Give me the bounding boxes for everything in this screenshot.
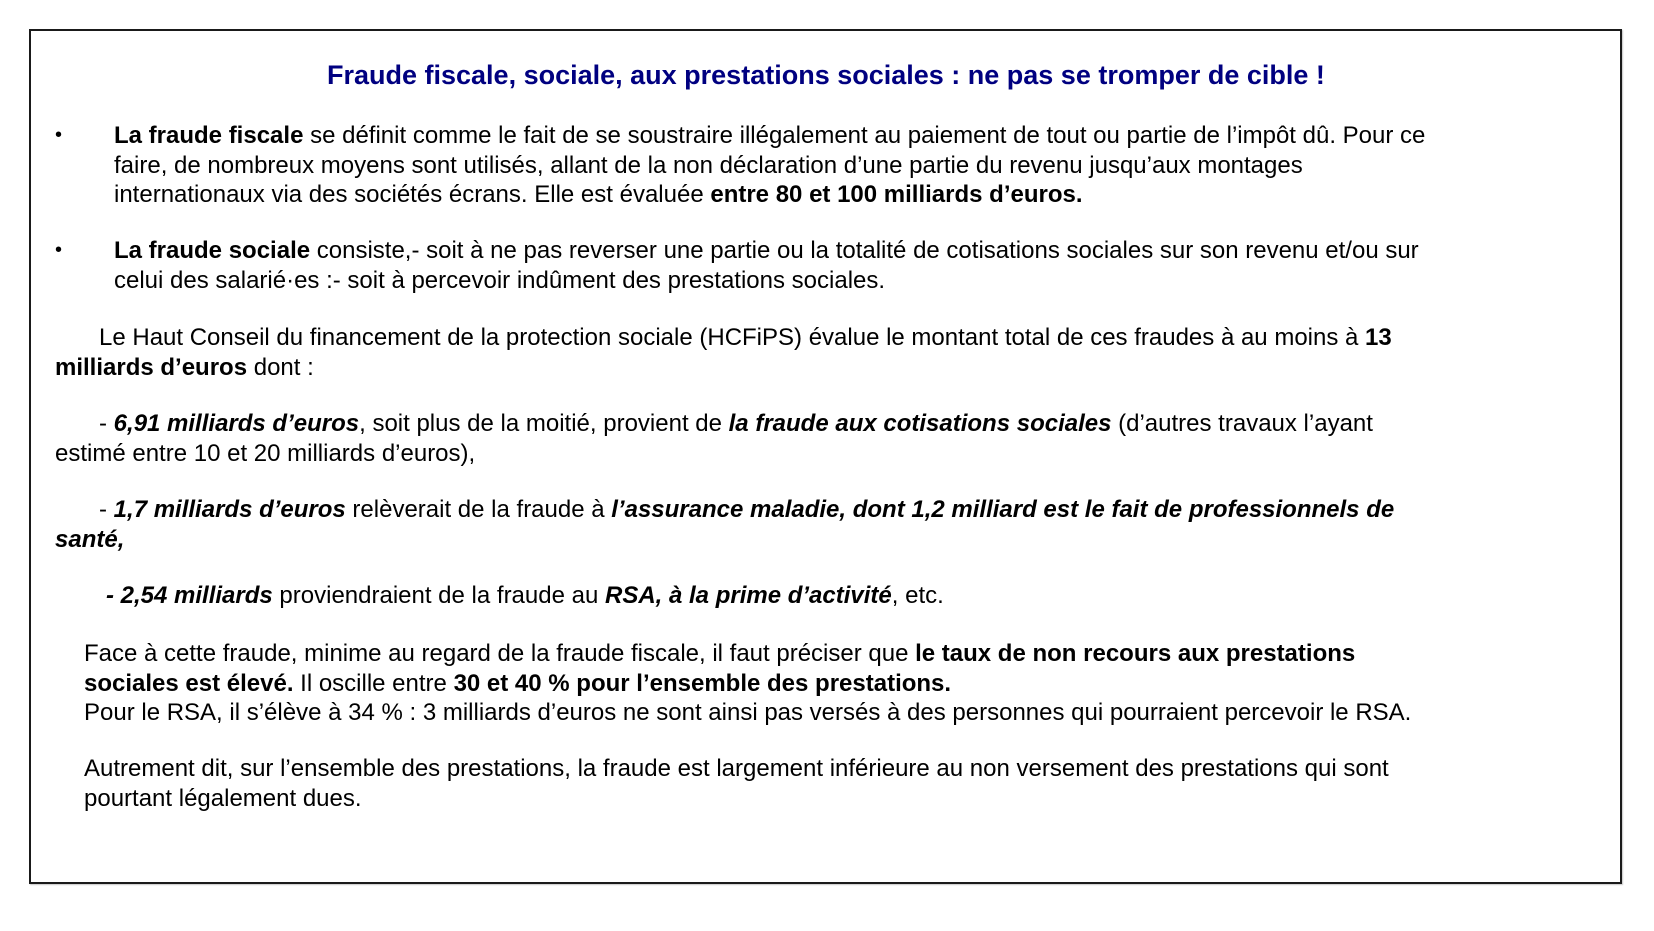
text-span: consiste,- soit à ne pas reverser une partie ou la totalité de cotisations sociales sur son revenu et/ou sur (310, 237, 1419, 264)
item-rsa (55, 581, 1600, 611)
text-span: dont : (247, 353, 314, 381)
text-span: internationaux via des sociétés écrans. Elle est évaluée (114, 181, 711, 208)
amount-rsa: - 2,54 milliards (106, 582, 273, 609)
text-line: pourtant légalement dues. (84, 784, 362, 812)
dash: - (99, 410, 114, 437)
text-line (55, 323, 1600, 353)
item-assurance-maladie (55, 495, 1600, 554)
text-line: faire, de nombreux moyens sont utilisés, allant de la non déclaration d’une partie du revenu jusqu’aux montages (114, 151, 1303, 179)
text-span: Le Haut Conseil du financement de la protection sociale (HCFiPS) évalue le montant total de ces fraudes à au moins à (99, 324, 1366, 351)
bullet-fraude-sociale-text (114, 236, 1614, 295)
bullet-fraude-fiscale-text (114, 121, 1614, 210)
slide-title: Fraude fiscale, sociale, aux prestations sociales : ne pas se tromper de cible ! (327, 60, 1325, 90)
bullet-icon: • (55, 124, 63, 146)
text-line: Pour le RSA, il s’élève à 34 % : 3 milliards d’euros ne sont ainsi pas versés à des personnes qui pourraient percevoir le RSA. (84, 699, 1412, 726)
text-line (55, 409, 1600, 439)
text-span: se définit comme le fait de se soustraire illégalement au paiement de tout ou partie de l’impôt dû. Pour ce (303, 122, 1426, 149)
text-line: estimé entre 10 et 20 milliards d’euros), (55, 439, 476, 467)
text-span: relèverait de la fraude à (345, 496, 612, 523)
text-line (114, 121, 1614, 151)
amount-assurance-maladie: 1,7 milliards d’euros (113, 496, 346, 523)
text-line (55, 353, 1600, 383)
text-span: Face à cette fraude, minime au regard de la fraude fiscale, il faut préciser que (84, 640, 916, 667)
text-line (84, 639, 1614, 669)
item-cotisations (55, 409, 1600, 468)
term-fraude-fiscale: La fraude fiscale (114, 122, 304, 149)
amount-cotisations: 6,91 milliards d’euros (113, 410, 360, 437)
text-line: santé, (55, 525, 125, 553)
term-fraude-sociale: La fraude sociale (114, 237, 311, 264)
paragraph-hcfips (55, 323, 1600, 382)
bullet-icon: • (55, 239, 63, 261)
text-line (84, 669, 1614, 699)
target-cotisations: la fraude aux cotisations sociales (728, 410, 1112, 437)
amount-total: 13 (1365, 324, 1392, 351)
slide-frame (29, 29, 1622, 884)
text-line (55, 495, 1600, 525)
text-span: (d’autres travaux l’ayant (1111, 410, 1373, 437)
emphasis-non-recours: le taux de non recours aux prestations (915, 640, 1356, 667)
dash: - (99, 496, 114, 523)
amount-total-unit: milliards d’euros (55, 353, 248, 381)
text-line (114, 236, 1614, 266)
text-line (114, 180, 1614, 210)
target-assurance-maladie: l’assurance maladie, dont 1,2 milliard est le fait de professionnels de (611, 496, 1395, 523)
amount-fraude-fiscale: entre 80 et 100 milliards d’euros. (710, 181, 1083, 208)
text-span: , etc. (891, 582, 944, 609)
text-span: , soit plus de la moitié, provient de (359, 410, 729, 437)
text-line (55, 581, 1600, 611)
paragraph-non-recours (84, 639, 1614, 728)
text-line: celui des salarié·es :- soit à percevoir indûment des prestations sociales. (114, 266, 886, 294)
text-span: proviendraient de la fraude au (272, 582, 605, 609)
paragraph-conclusion (84, 754, 1614, 813)
emphasis-eleve: sociales est élevé. (84, 669, 294, 697)
text-line: Autrement dit, sur l’ensemble des prestations, la fraude est largement inférieure au non versement des prestations qui sont (84, 755, 1389, 782)
emphasis-taux: 30 et 40 % pour l’ensemble des prestations. (453, 669, 952, 697)
text-span: Il oscille entre (293, 669, 454, 697)
target-rsa: RSA, à la prime d’activité (604, 582, 892, 609)
